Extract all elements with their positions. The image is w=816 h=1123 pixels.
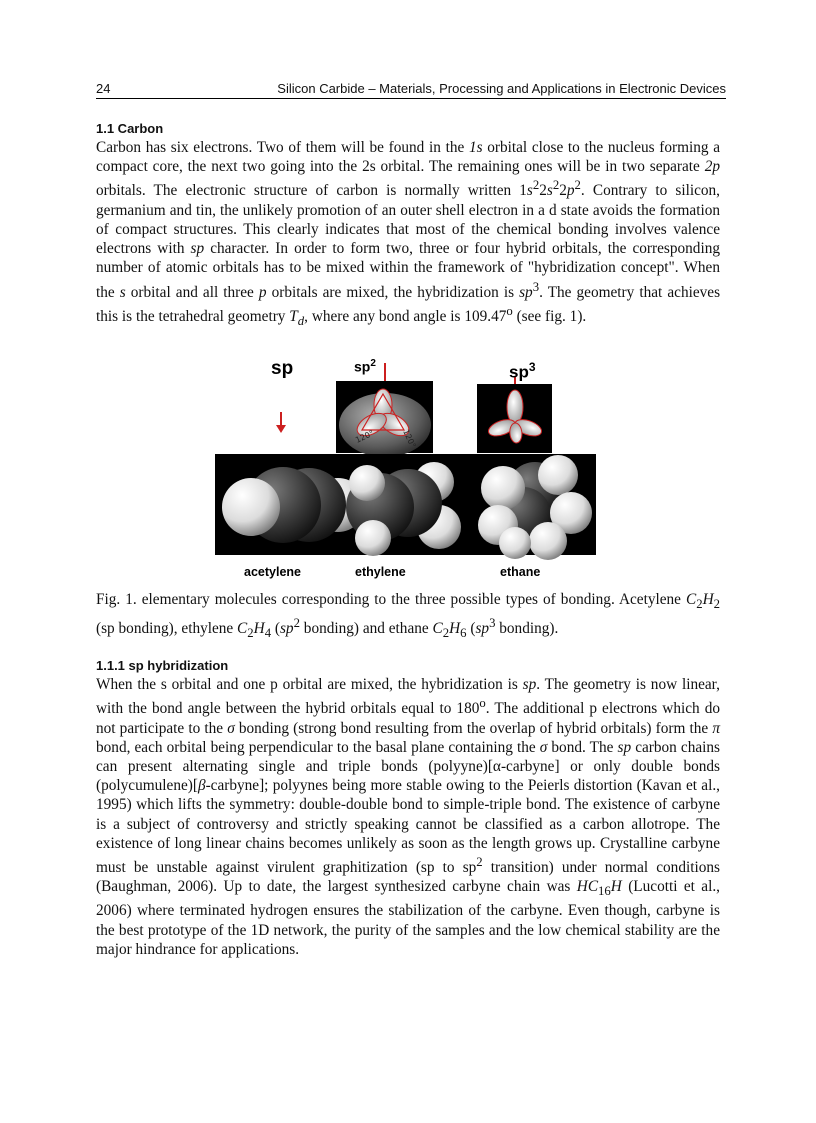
arrow-sp-icon bbox=[276, 412, 286, 433]
running-title: Silicon Carbide – Materials, Processing and Applications in Electronic Devices bbox=[277, 81, 726, 96]
molecule-illustration bbox=[215, 355, 600, 560]
page-number: 24 bbox=[96, 81, 111, 96]
sp3-orbital-diagram bbox=[477, 384, 552, 453]
paragraph-sp-hybridization: When the s orbital and one p orbital are mixed, the hybridization is sp. The geometry is now linear, with the bond angle between the hybrid orbitals equal to 180$^o$. The additional p electrons which do not participate to the σ bonding (strong bond resulting from the overlap of hybrid orbitals) form the π bond, each orbital being perpendicular to the basal plane containing the σ bond. The sp carbon chains can present alternating single and triple bonds (polyyne)[α-carbyne] or only double bonds (polycumulene)[β-carbyne]; polyynes being more stable owing to the Peierls distortion (Kavan et al., 1995) which lifts the symmetry: double-double bond to simple-triple bond. The existence of carbyne is a subject of controversy and strictly speaking cannot be classified as a carbon allotrope. The existence of long linear chains becomes unlikely as soon as the length grows up. Crystalline carbyne must be unstable against virulent graphitization (sp to $sp^2$ transition) under normal conditions (Baughman, 2006). Up to date, the largest synthesized carbyne chain was $HC_{16}H$ (Lucotti et al., 2006) where terminated hydrogen ensures the stabilization of the carbyne. Even though, carbyne is the best prototype of the 1D network, the purity of the samples and the low chemical stability are the major hindrance for applications. bbox=[96, 676, 720, 958]
sp2-orbital-diagram bbox=[336, 381, 433, 457]
label-ethylene: ethylene bbox=[355, 565, 406, 579]
running-header bbox=[96, 80, 726, 99]
section-heading-sp-hybridization: 1.1.1 sp hybridization bbox=[96, 658, 229, 673]
figure-hybridization bbox=[215, 355, 600, 580]
section-heading-carbon: 1.1 Carbon bbox=[96, 121, 164, 136]
label-acetylene: acetylene bbox=[244, 565, 301, 579]
angle-label-2: 120° bbox=[401, 428, 418, 450]
label-sp: sp bbox=[271, 358, 294, 379]
paragraph-carbon: Carbon has six electrons. Two of them will be found in the 1s orbital close to the nucleus forming a compact core, the next two going into the 2s orbital. The remaining ones will be in two separate 2p orbitals. The electronic structure of carbon is normally written $1s^22s^22p^2$. Contrary to silicon, germanium and tin, the unlikely promotion of an outer shell electron in a d state avoids the formation of compact structures. This clearly indicates that most of the chemical bonding involves valence electrons with sp character. In order to form two, three or four hybrid orbitals, the corresponding number of atomic orbitals has to be mixed within the framework of "hybridization concept". When the s orbital and all three p orbitals are mixed, the hybridization is $sp^3$. The geometry that achieves this is the tetrahedral geometry $T_d$, where any bond angle is 109.47$^o$ (see fig. 1). bbox=[96, 139, 721, 328]
label-sp2: $sp^2$ bbox=[354, 358, 376, 375]
label-ethane: ethane bbox=[500, 565, 541, 579]
figure-caption: Fig. 1. elementary molecules corresponding to the three possible types of bonding. Acetylene $C_2H_2$ (sp bonding), ethylene $C_2H_4$ ($sp^2$ bonding) and ethane $C_2H_6$ ($sp^3$ bonding). bbox=[96, 591, 720, 641]
angle-label-1: 120° bbox=[354, 428, 376, 445]
label-sp3: $sp^3$ bbox=[509, 360, 536, 382]
